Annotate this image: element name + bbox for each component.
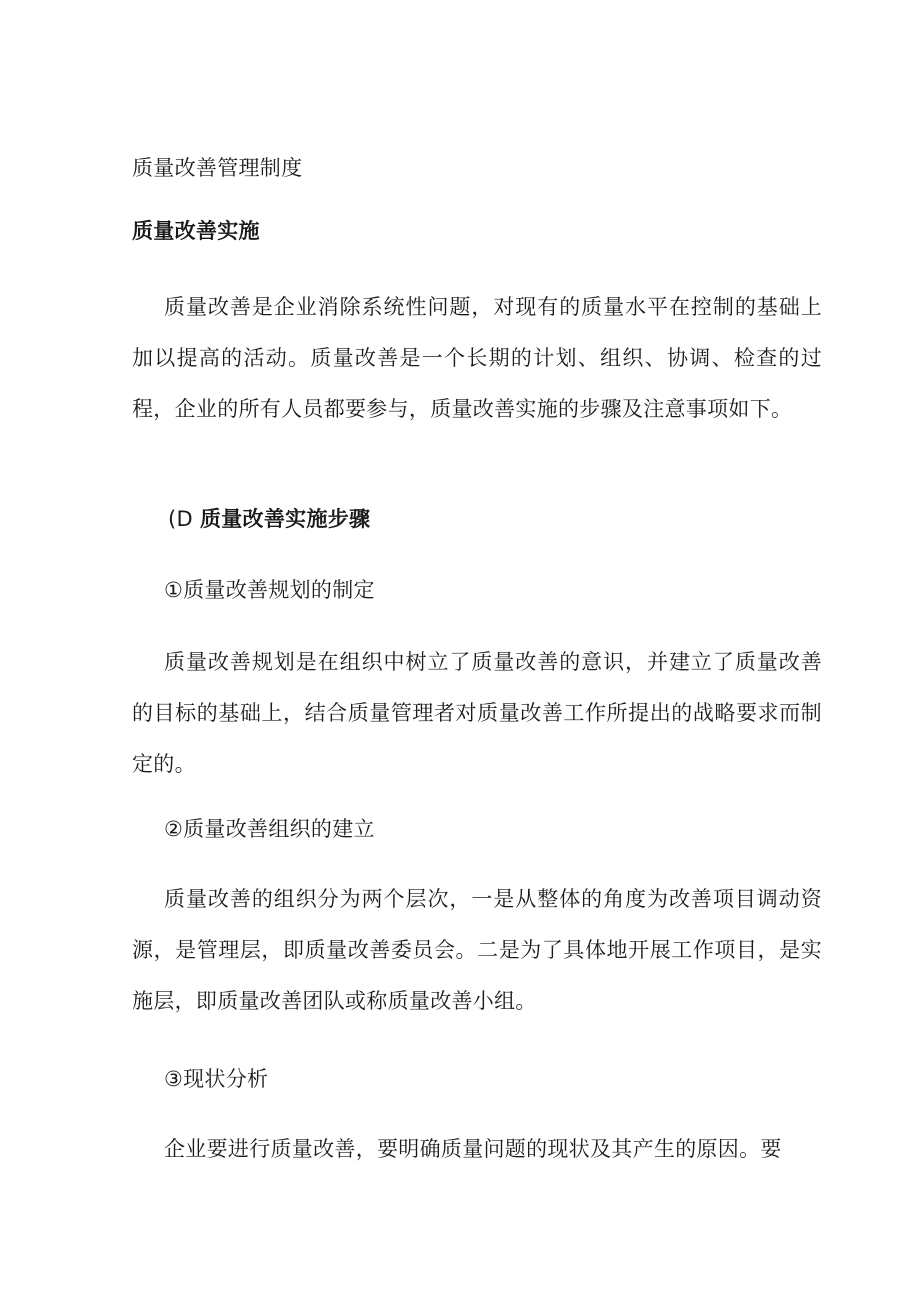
step-heading: ③现状分析 bbox=[164, 1067, 269, 1091]
subsection-title: 质量改善实施步骤 bbox=[199, 507, 371, 531]
step-heading: ②质量改善组织的建立 bbox=[164, 817, 375, 841]
step-body: 质量改善的组织分为两个层次，一是从整体的角度为改善项目调动资源，是管理层，即质量改善委员会。二是为了具体地开展工作项目，是实施层，即质量改善团队或称质量改善小组。 bbox=[132, 887, 822, 1013]
intro-paragraph: 质量改善是企业消除系统性问题，对现有的质量水平在控制的基础上加以提高的活动。质量改善是一个长期的计划、组织、协调、检查的过程，企业的所有人员都要参与，质量改善实施的步骤及注意事项如下。 bbox=[132, 295, 822, 421]
step-body: 企业要进行质量改善，要明确质量问题的现状及其产生的原因。要 bbox=[164, 1137, 782, 1161]
document-title: 质量改善管理制度 bbox=[132, 156, 303, 180]
section-heading: 质量改善实施 bbox=[132, 219, 260, 243]
step-body: 质量改善规划是在组织中树立了质量改善的意识，并建立了质量改善的目标的基础上，结合质量管理者对质量改善工作所提出的战略要求而制定的。 bbox=[132, 650, 822, 776]
subsection-prefix: (D bbox=[168, 507, 193, 531]
subsection-heading bbox=[168, 504, 370, 534]
step-heading: ①质量改善规划的制定 bbox=[164, 578, 375, 602]
